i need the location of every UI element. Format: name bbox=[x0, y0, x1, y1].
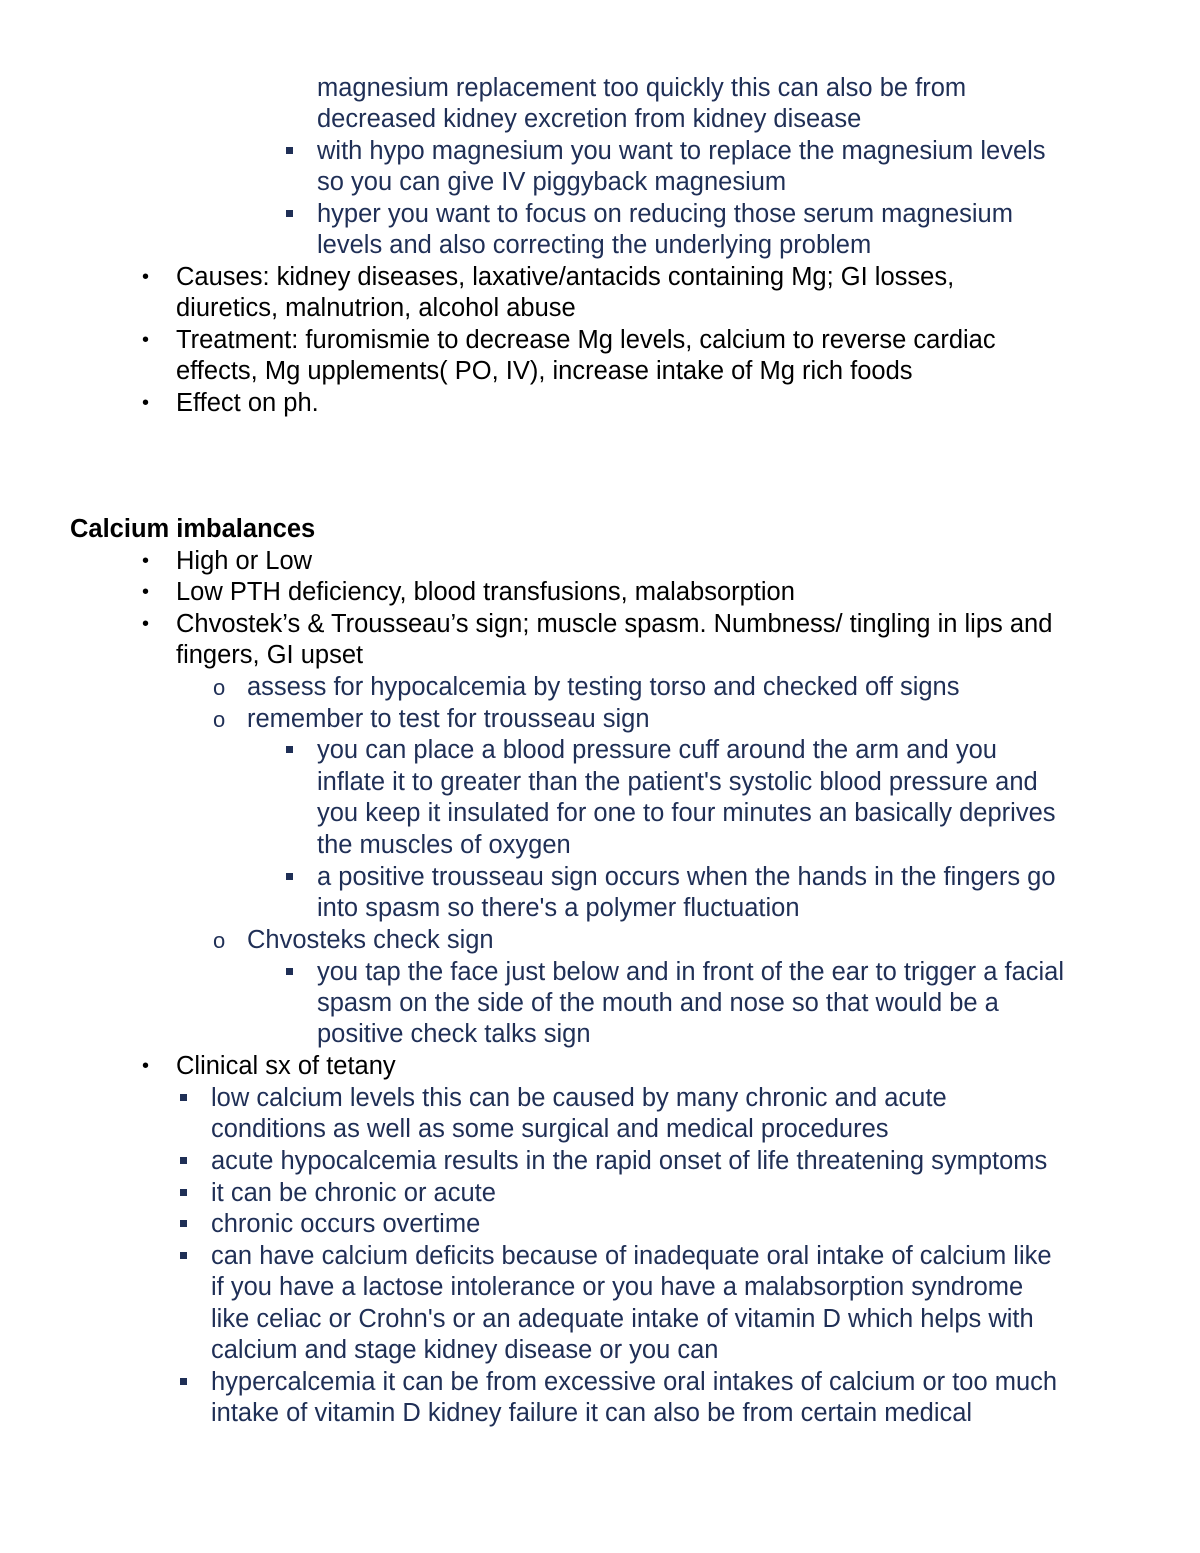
text-line: magnesium replacement too quickly this can also be from bbox=[317, 74, 967, 102]
text-line: calcium and stage kidney disease or you can bbox=[211, 1336, 719, 1364]
text-line: inflate it to greater than the patient's systolic blood pressure and bbox=[317, 768, 1038, 796]
circle-bullet-icon: o bbox=[213, 675, 226, 700]
text-line: you can place a blood pressure cuff around the arm and you bbox=[317, 736, 997, 764]
text-line: Effect on ph. bbox=[176, 389, 319, 417]
text-line: low calcium levels this can be caused by many chronic and acute bbox=[211, 1084, 947, 1112]
bullet-icon: • bbox=[142, 392, 150, 414]
text-line: a positive trousseau sign occurs when the hands in the fingers go bbox=[317, 863, 1056, 891]
text-line: Chvosteks check sign bbox=[247, 926, 494, 954]
square-bullet-icon bbox=[286, 873, 293, 880]
circle-bullet-icon: o bbox=[213, 928, 226, 953]
text-line: High or Low bbox=[176, 547, 313, 575]
square-bullet-icon bbox=[180, 1220, 187, 1227]
text-line: can have calcium deficits because of inadequate oral intake of calcium like bbox=[211, 1242, 1052, 1270]
square-bullet-icon bbox=[180, 1094, 187, 1101]
bullet-icon: • bbox=[142, 1055, 150, 1077]
text-line: you tap the face just below and in front of the ear to trigger a facial bbox=[317, 958, 1065, 986]
text-line: intake of vitamin D kidney failure it can also be from certain medical bbox=[211, 1399, 973, 1427]
bullet-icon: • bbox=[142, 613, 150, 635]
square-bullet-icon bbox=[286, 746, 293, 753]
square-bullet-icon bbox=[286, 968, 293, 975]
circle-bullet-icon: o bbox=[213, 707, 226, 732]
text-line: Low PTH deficiency, blood transfusions, malabsorption bbox=[176, 578, 795, 606]
text-line: you keep it insulated for one to four minutes an basically deprives bbox=[317, 799, 1056, 827]
text-line: diuretics, malnutrion, alcohol abuse bbox=[176, 294, 576, 322]
text-line: it can be chronic or acute bbox=[211, 1179, 496, 1207]
text-line: conditions as well as some surgical and medical procedures bbox=[211, 1115, 889, 1143]
text-line: if you have a lactose intolerance or you have a malabsorption syndrome bbox=[211, 1273, 1024, 1301]
text-line: the muscles of oxygen bbox=[317, 831, 571, 859]
text-line: fingers, GI upset bbox=[176, 641, 364, 669]
text-line: into spasm so there's a polymer fluctuation bbox=[317, 894, 800, 922]
text-line: so you can give IV piggyback magnesium bbox=[317, 168, 787, 196]
text-line: Chvostek’s & Trousseau’s sign; muscle spasm. Numbness/ tingling in lips and bbox=[176, 610, 1053, 638]
text-line: decreased kidney excretion from kidney disease bbox=[317, 105, 862, 133]
square-bullet-icon bbox=[286, 147, 293, 154]
text-line: hypercalcemia it can be from excessive oral intakes of calcium or too much bbox=[211, 1368, 1058, 1396]
text-line: Causes: kidney diseases, laxative/antacids containing Mg; GI losses, bbox=[176, 263, 955, 291]
section-heading: Calcium imbalances bbox=[70, 515, 316, 543]
text-line: positive check talks sign bbox=[317, 1020, 591, 1048]
text-line: effects, Mg upplements( PO, IV), increase intake of Mg rich foods bbox=[176, 357, 913, 385]
bullet-icon: • bbox=[142, 266, 150, 288]
text-line: chronic occurs overtime bbox=[211, 1210, 481, 1238]
square-bullet-icon bbox=[180, 1189, 187, 1196]
text-line: Treatment: furomismie to decrease Mg levels, calcium to reverse cardiac bbox=[176, 326, 996, 354]
bullet-icon: • bbox=[142, 550, 150, 572]
text-line: assess for hypocalcemia by testing torso and checked off signs bbox=[247, 673, 960, 701]
square-bullet-icon bbox=[180, 1252, 187, 1259]
bullet-icon: • bbox=[142, 581, 150, 603]
text-line: acute hypocalcemia results in the rapid onset of life threatening symptoms bbox=[211, 1147, 1048, 1175]
text-line: spasm on the side of the mouth and nose so that would be a bbox=[317, 989, 999, 1017]
square-bullet-icon bbox=[180, 1157, 187, 1164]
bullet-icon: • bbox=[142, 329, 150, 351]
text-line: remember to test for trousseau sign bbox=[247, 705, 650, 733]
text-line: like celiac or Crohn's or an adequate intake of vitamin D which helps with bbox=[211, 1305, 1034, 1333]
text-line: with hypo magnesium you want to replace the magnesium levels bbox=[317, 137, 1046, 165]
text-line: Clinical sx of tetany bbox=[176, 1052, 396, 1080]
square-bullet-icon bbox=[180, 1378, 187, 1385]
text-line: levels and also correcting the underlying problem bbox=[317, 231, 872, 259]
square-bullet-icon bbox=[286, 210, 293, 217]
text-line: hyper you want to focus on reducing those serum magnesium bbox=[317, 200, 1013, 228]
